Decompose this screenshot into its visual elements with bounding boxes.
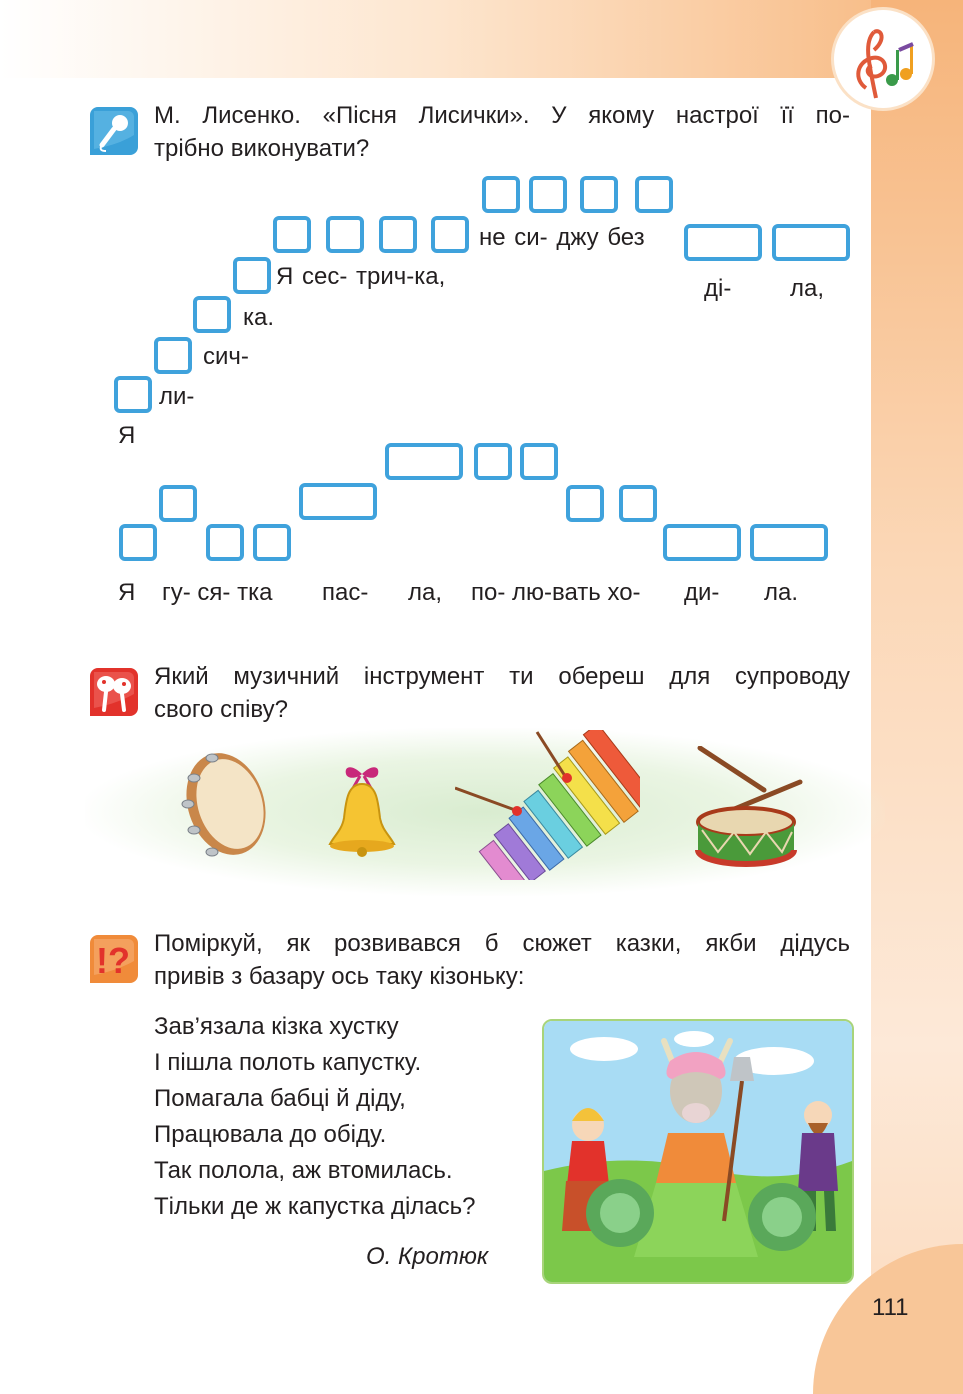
task3-line1: Поміркуй, як розвивався б сюжет казки, якби дідусь bbox=[154, 930, 850, 957]
note-box-long bbox=[663, 524, 741, 561]
poem-author: О. Кротюк bbox=[366, 1243, 489, 1270]
task2-line1: Який музичний інструмент ти обереш для супроводу bbox=[154, 663, 850, 690]
poem-line: Помагала бабці й діду, bbox=[154, 1085, 406, 1112]
note-box bbox=[619, 485, 657, 522]
note-box bbox=[273, 216, 311, 253]
page-number: 111 bbox=[872, 1294, 909, 1321]
task1-question bbox=[154, 99, 850, 165]
task2-question bbox=[154, 660, 850, 726]
melody-syllable: ла, bbox=[790, 275, 825, 302]
poem-line: Зав’язала кізка хустку bbox=[154, 1013, 399, 1040]
melody2-syllable: пас- bbox=[322, 579, 369, 606]
task2-line2: свого співу? bbox=[154, 696, 288, 723]
melody-syllable: сич- bbox=[203, 343, 249, 370]
note-box bbox=[206, 524, 244, 561]
xylophone-icon[interactable] bbox=[455, 730, 640, 880]
note-box bbox=[233, 257, 271, 294]
svg-text:!?: !? bbox=[96, 940, 130, 981]
melody-syllable: Я bbox=[118, 422, 136, 449]
bell-icon[interactable] bbox=[326, 760, 398, 858]
poem-line: І пішла полоть капустку. bbox=[154, 1049, 422, 1076]
note-box bbox=[159, 485, 197, 522]
poem-line: Працювала до обіду. bbox=[154, 1121, 387, 1148]
melody2-syllable: гу- ся- тка bbox=[162, 579, 273, 606]
tambourine-icon[interactable] bbox=[176, 748, 270, 864]
note-box bbox=[431, 216, 469, 253]
note-box-long bbox=[684, 224, 762, 261]
note-box bbox=[482, 176, 520, 213]
note-box bbox=[520, 443, 558, 480]
note-box bbox=[379, 216, 417, 253]
melody2-syllable: Я bbox=[118, 579, 136, 606]
task1-line1: М. Лисенко. «Пісня Лисички». У якому настрої її по- bbox=[154, 102, 850, 129]
note-box-long bbox=[772, 224, 850, 261]
melody-syllable: ли- bbox=[159, 383, 195, 410]
microphone-icon bbox=[88, 105, 138, 155]
poem-line: Тільки де ж капустка ділась? bbox=[154, 1193, 476, 1220]
note-box bbox=[580, 176, 618, 213]
note-box-long bbox=[750, 524, 828, 561]
melody2-syllable: по- лю-вать хо- bbox=[471, 579, 641, 606]
melody-syllable: не си- джу без bbox=[479, 224, 645, 251]
note-box bbox=[253, 524, 291, 561]
drum-icon[interactable] bbox=[692, 746, 804, 868]
top-decor-band bbox=[0, 0, 963, 78]
melody-syllable: ка. bbox=[243, 304, 275, 331]
note-box-long bbox=[385, 443, 463, 480]
maracas-icon bbox=[88, 666, 138, 716]
melody-syllable: ді- bbox=[704, 275, 732, 302]
task3-question bbox=[154, 927, 850, 993]
note-box bbox=[635, 176, 673, 213]
note-box bbox=[114, 376, 152, 413]
melody-syllable: Я сес- трич-ка, bbox=[276, 263, 446, 290]
task3-line2: привів з базару ось таку кізоньку: bbox=[154, 963, 525, 990]
note-box bbox=[119, 524, 157, 561]
note-box-long bbox=[299, 483, 377, 520]
melody2-syllable: ди- bbox=[684, 579, 720, 606]
note-box bbox=[529, 176, 567, 213]
melody2-syllable: ла, bbox=[408, 579, 443, 606]
note-box bbox=[326, 216, 364, 253]
note-box bbox=[193, 296, 231, 333]
poem-line: Так полола, аж втомилась. bbox=[154, 1157, 453, 1184]
music-section-badge bbox=[834, 10, 932, 108]
note-box bbox=[154, 337, 192, 374]
question-exclamation-icon bbox=[88, 933, 138, 983]
melody2-syllable: ла. bbox=[764, 579, 799, 606]
treble-clef-notes-icon bbox=[834, 10, 932, 108]
goat-story-illustration bbox=[542, 1019, 854, 1284]
right-decor-band bbox=[871, 0, 963, 1394]
note-box bbox=[474, 443, 512, 480]
task1-line2: трібно виконувати? bbox=[154, 135, 370, 162]
note-box bbox=[566, 485, 604, 522]
